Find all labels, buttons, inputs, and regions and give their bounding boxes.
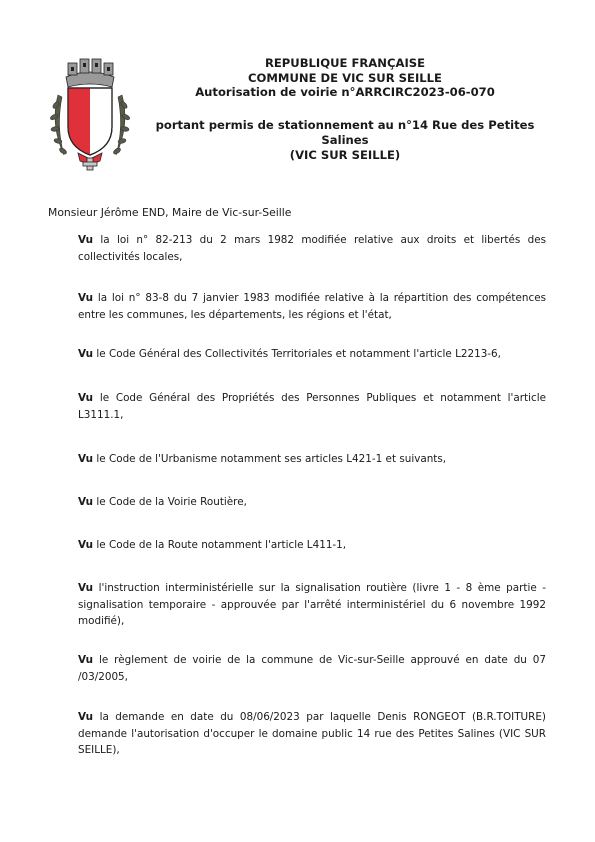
vu-label: Vu (78, 582, 94, 594)
visa-paragraph (78, 390, 546, 423)
visa-text: la demande en date du 08/06/2023 par laquelle Denis RONGEOT (B.R.TOITURE) demande l'autorisation d'occuper le domaine public 14 rue des Petites Salines (VIC SUR SEILLE), (78, 711, 546, 756)
coat-of-arms-logo (48, 55, 132, 173)
visa-paragraph (78, 232, 546, 265)
visa-text: la loi n° 83-8 du 7 janvier 1983 modifiée relative à la répartition des compétences entre les communes, les départements, les régions et l'état, (78, 292, 546, 321)
republic-title: REPUBLIQUE FRANÇAISE (264, 56, 426, 70)
authorization-number: Autorisation de voirie n°ARRCIRC2023-06-070 (195, 85, 495, 99)
commune-title: COMMUNE DE VIC SUR SEILLE (248, 70, 442, 85)
visa-text: le règlement de voirie de la commune de Vic-sur-Seille approuvé en date du 07 /03/2005, (78, 654, 546, 683)
visa-text: la loi n° 82-213 du 2 mars 1982 modifiée relative aux droits et libertés des collectivités locales, (78, 234, 546, 263)
visa-paragraph (78, 290, 546, 323)
subtitle-location: (VIC SUR SEILLE) (289, 148, 401, 162)
vu-label: Vu (78, 348, 94, 360)
visa-paragraph (78, 494, 546, 511)
vu-label: Vu (78, 292, 94, 304)
visa-text: l'instruction interministérielle sur la signalisation routière (livre 1 - 8 ème partie - signalisation temporaire - approuvée par l'arrêté interministériel du 6 novembre 1992 modifié), (78, 582, 546, 627)
visa-paragraph (78, 709, 546, 759)
visa-text: le Code Général des Collectivités Territoriales et notamment l'article L2213-6, (96, 348, 501, 360)
visa-paragraph (78, 580, 546, 630)
document-subtitle (150, 118, 540, 163)
vu-label: Vu (78, 392, 94, 404)
document-header (150, 56, 540, 100)
vu-label: Vu (78, 711, 94, 723)
visa-paragraph (78, 346, 546, 363)
vu-label: Vu (78, 654, 94, 666)
vu-label: Vu (78, 539, 94, 551)
visa-text: le Code de la Voirie Routière, (96, 496, 247, 508)
visa-paragraph (78, 537, 546, 554)
visa-text: le Code de l'Urbanisme notamment ses articles L421-1 et suivants, (96, 453, 447, 465)
mayor-intro: Monsieur Jérôme END, Maire de Vic-sur-Seille (48, 206, 292, 219)
visa-text: le Code Général des Propriétés des Personnes Publiques et notamment l'article L3111.1, (78, 392, 546, 421)
vu-label: Vu (78, 234, 94, 246)
subtitle-text: portant permis de stationnement au n°14 Rue des Petites Salines (155, 118, 535, 147)
visa-paragraph (78, 652, 546, 685)
visa-paragraph (78, 451, 546, 468)
vu-label: Vu (78, 496, 94, 508)
visa-text: le Code de la Route notamment l'article L411-1, (96, 539, 347, 551)
vu-label: Vu (78, 453, 94, 465)
